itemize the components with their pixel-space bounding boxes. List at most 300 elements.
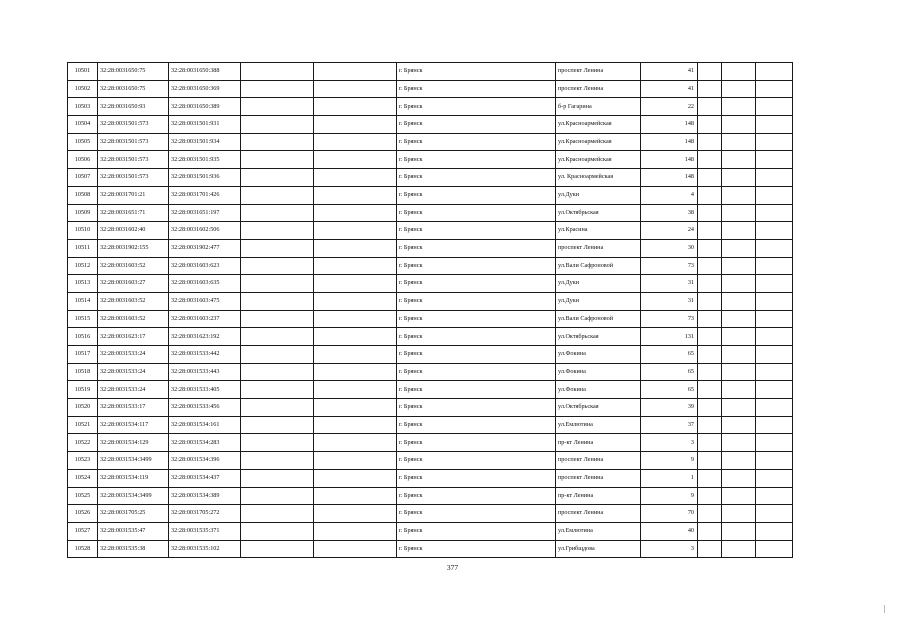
cell-empty (722, 239, 756, 257)
cell-empty (314, 222, 397, 240)
cell-number: 10509 (68, 204, 98, 222)
cell-empty (314, 434, 397, 452)
cell-empty (314, 505, 397, 523)
cell-empty (314, 257, 397, 275)
cell-cadastral-object: 32:28:0031501:931 (169, 116, 241, 134)
page-number: 377 (446, 563, 459, 572)
cell-cadastral-object: 32:28:0031501:934 (169, 133, 241, 151)
cell-cadastral-parent: 32:28:0031533:17 (98, 399, 169, 417)
cell-empty (698, 151, 722, 169)
cell-cadastral-object: 32:28:0031534:437 (169, 469, 241, 487)
cell-number: 10507 (68, 169, 98, 187)
cell-cadastral-object: 32:28:0031534:396 (169, 452, 241, 470)
cell-empty (241, 151, 314, 169)
cell-house: 9 (641, 487, 698, 505)
cell-cadastral-parent: 32:28:0031534:119 (98, 469, 169, 487)
cell-empty (241, 116, 314, 134)
cell-number: 10511 (68, 239, 98, 257)
cell-empty (241, 310, 314, 328)
cell-empty (698, 222, 722, 240)
cell-cadastral-parent: 32:28:0031534:3499 (98, 452, 169, 470)
cell-empty (756, 399, 793, 417)
table-row (68, 540, 793, 558)
cell-empty (756, 204, 793, 222)
cell-empty (756, 505, 793, 523)
cell-house: 148 (641, 116, 698, 134)
cell-empty (722, 204, 756, 222)
cell-empty (241, 80, 314, 98)
cell-empty (756, 169, 793, 187)
cell-cadastral-parent: 32:28:0031603:27 (98, 275, 169, 293)
cell-empty (241, 452, 314, 470)
cell-street: проспект Ленина (556, 505, 641, 523)
cell-street: б-р Гагарина (556, 98, 641, 116)
cell-cadastral-object: 32:28:0031701:426 (169, 186, 241, 204)
cell-city: г. Брянск (397, 540, 556, 558)
cell-empty (698, 257, 722, 275)
cell-empty (756, 540, 793, 558)
cell-house: 65 (641, 381, 698, 399)
cell-empty (722, 169, 756, 187)
cell-empty (314, 540, 397, 558)
cell-house: 3 (641, 434, 698, 452)
cell-empty (756, 452, 793, 470)
cell-number: 10504 (68, 116, 98, 134)
cell-street: ул.Октябрьская (556, 204, 641, 222)
cell-empty (698, 522, 722, 540)
table-row (68, 116, 793, 134)
cell-house: 24 (641, 222, 698, 240)
cell-empty (722, 151, 756, 169)
cell-empty (756, 363, 793, 381)
cell-house: 31 (641, 275, 698, 293)
cell-empty (241, 186, 314, 204)
cell-empty (722, 487, 756, 505)
cell-empty (314, 522, 397, 540)
cell-empty (698, 452, 722, 470)
cell-empty (314, 416, 397, 434)
cell-city: г. Брянск (397, 522, 556, 540)
cell-empty (698, 292, 722, 310)
cell-house: 1 (641, 469, 698, 487)
cell-street: ул.Грибщдова (556, 540, 641, 558)
cell-number: 10528 (68, 540, 98, 558)
cell-cadastral-parent: 32:28:0031534:3499 (98, 487, 169, 505)
cell-city: г. Брянск (397, 399, 556, 417)
table-row (68, 239, 793, 257)
cell-empty (698, 540, 722, 558)
cell-city: г. Брянск (397, 434, 556, 452)
cell-cadastral-object: 32:28:0031501:936 (169, 169, 241, 187)
cell-city: г. Брянск (397, 80, 556, 98)
cell-house: 41 (641, 80, 698, 98)
table-row (68, 151, 793, 169)
cell-number: 10525 (68, 487, 98, 505)
cell-cadastral-parent: 32:28:0031501:573 (98, 151, 169, 169)
cell-empty (241, 63, 314, 81)
table-row (68, 381, 793, 399)
cell-empty (314, 204, 397, 222)
cell-empty (698, 98, 722, 116)
cell-empty (241, 363, 314, 381)
cell-cadastral-parent: 32:28:0031623:17 (98, 328, 169, 346)
cell-empty (698, 133, 722, 151)
cell-empty (698, 416, 722, 434)
cell-empty (698, 505, 722, 523)
cell-street: ул.Фокина (556, 381, 641, 399)
cell-cadastral-parent: 32:28:0031501:573 (98, 116, 169, 134)
cell-number: 10520 (68, 399, 98, 417)
cell-city: г. Брянск (397, 275, 556, 293)
cell-empty (241, 292, 314, 310)
cell-cadastral-parent: 32:28:0031701:21 (98, 186, 169, 204)
cell-empty (241, 469, 314, 487)
cell-empty (314, 469, 397, 487)
cell-empty (756, 346, 793, 364)
cell-empty (698, 63, 722, 81)
cell-cadastral-parent: 32:28:0031534:117 (98, 416, 169, 434)
cell-city: г. Брянск (397, 328, 556, 346)
cell-street: ул.Емлютина (556, 522, 641, 540)
cell-city: г. Брянск (397, 452, 556, 470)
cell-empty (756, 522, 793, 540)
cell-cadastral-parent: 32:28:0031534:129 (98, 434, 169, 452)
table-row (68, 98, 793, 116)
cell-empty (241, 328, 314, 346)
cell-cadastral-parent: 32:28:0031535:38 (98, 540, 169, 558)
cell-house: 148 (641, 133, 698, 151)
cell-house: 39 (641, 399, 698, 417)
cell-empty (756, 275, 793, 293)
cell-cadastral-parent: 32:28:0031533:24 (98, 346, 169, 364)
cell-empty (756, 80, 793, 98)
cell-empty (241, 239, 314, 257)
cell-empty (241, 434, 314, 452)
cell-number: 10523 (68, 452, 98, 470)
cell-empty (722, 363, 756, 381)
cell-cadastral-parent: 32:28:0031603:52 (98, 310, 169, 328)
cell-number: 10518 (68, 363, 98, 381)
table-row (68, 346, 793, 364)
cell-cadastral-parent: 32:28:0031535:47 (98, 522, 169, 540)
table-row (68, 487, 793, 505)
cell-cadastral-parent: 32:28:0031650:93 (98, 98, 169, 116)
cell-empty (241, 222, 314, 240)
cell-empty (241, 346, 314, 364)
cell-empty (756, 416, 793, 434)
cell-empty (698, 80, 722, 98)
cell-number: 10522 (68, 434, 98, 452)
cell-empty (722, 469, 756, 487)
cell-empty (241, 169, 314, 187)
cell-cadastral-object: 32:28:0031603:623 (169, 257, 241, 275)
cell-empty (698, 275, 722, 293)
table-row (68, 328, 793, 346)
cell-empty (756, 381, 793, 399)
cell-house: 4 (641, 186, 698, 204)
cell-empty (698, 328, 722, 346)
cell-empty (314, 239, 397, 257)
cell-city: г. Брянск (397, 98, 556, 116)
cell-empty (722, 381, 756, 399)
cell-cadastral-object: 32:28:0031603:475 (169, 292, 241, 310)
table-row (68, 434, 793, 452)
cell-cadastral-object: 32:28:0031534:283 (169, 434, 241, 452)
cell-street: пр-кт Ленина (556, 434, 641, 452)
cell-empty (698, 363, 722, 381)
cell-empty (756, 328, 793, 346)
cell-cadastral-object: 32:28:0031603:237 (169, 310, 241, 328)
cell-empty (314, 63, 397, 81)
cell-cadastral-parent: 32:28:0031603:52 (98, 292, 169, 310)
cell-cadastral-object: 32:28:0031535:371 (169, 522, 241, 540)
cell-empty (314, 116, 397, 134)
cell-number: 10515 (68, 310, 98, 328)
cell-cadastral-object: 32:28:0031650:389 (169, 98, 241, 116)
cell-empty (314, 133, 397, 151)
cell-house: 70 (641, 505, 698, 523)
cell-city: г. Брянск (397, 186, 556, 204)
cell-city: г. Брянск (397, 257, 556, 275)
cell-empty (698, 469, 722, 487)
cell-empty (756, 292, 793, 310)
cell-city: г. Брянск (397, 310, 556, 328)
cell-empty (756, 469, 793, 487)
cell-empty (722, 80, 756, 98)
cell-empty (722, 310, 756, 328)
cell-cadastral-object: 32:28:0031623:192 (169, 328, 241, 346)
cell-city: г. Брянск (397, 346, 556, 364)
cell-city: г. Брянск (397, 292, 556, 310)
cell-empty (314, 381, 397, 399)
cell-empty (314, 169, 397, 187)
cell-empty (756, 310, 793, 328)
cell-cadastral-object: 32:28:0031533:456 (169, 399, 241, 417)
cell-cadastral-object: 32:28:0031902:477 (169, 239, 241, 257)
cell-street: ул.Вали Сафроновой (556, 257, 641, 275)
cell-street: проспект Ленина (556, 239, 641, 257)
cell-empty (241, 98, 314, 116)
cell-cadastral-object: 32:28:0031535:102 (169, 540, 241, 558)
cell-street: проспект Ленина (556, 63, 641, 81)
cell-street: пр-кт Ленина (556, 487, 641, 505)
cell-empty (241, 505, 314, 523)
cell-empty (314, 346, 397, 364)
cell-empty (241, 487, 314, 505)
table-row (68, 133, 793, 151)
cell-cadastral-parent: 32:28:0031603:52 (98, 257, 169, 275)
cell-city: г. Брянск (397, 204, 556, 222)
cell-number: 10524 (68, 469, 98, 487)
cell-number: 10521 (68, 416, 98, 434)
table-row (68, 63, 793, 81)
cell-empty (722, 222, 756, 240)
cell-city: г. Брянск (397, 487, 556, 505)
cell-empty (698, 204, 722, 222)
cell-street: ул.Красина (556, 222, 641, 240)
table-row (68, 204, 793, 222)
table-row (68, 80, 793, 98)
cell-street: ул.Емлютина (556, 416, 641, 434)
cell-cadastral-parent: 32:28:0031533:24 (98, 363, 169, 381)
cell-cadastral-parent: 32:28:0031705:25 (98, 505, 169, 523)
cell-city: г. Брянск (397, 169, 556, 187)
cell-cadastral-parent: 32:28:0031602:40 (98, 222, 169, 240)
cell-cadastral-object: 32:28:0031533:442 (169, 346, 241, 364)
cell-empty (722, 540, 756, 558)
cell-house: 31 (641, 292, 698, 310)
cell-cadastral-parent: 32:28:0031650:75 (98, 80, 169, 98)
cell-empty (698, 381, 722, 399)
cell-cadastral-parent: 32:28:0031501:573 (98, 133, 169, 151)
cell-cadastral-object: 32:28:0031534:161 (169, 416, 241, 434)
table-row (68, 292, 793, 310)
cell-empty (698, 169, 722, 187)
cell-cadastral-object: 32:28:0031501:935 (169, 151, 241, 169)
cell-cadastral-object: 32:28:0031603:635 (169, 275, 241, 293)
cell-empty (722, 257, 756, 275)
cell-number: 10502 (68, 80, 98, 98)
cell-empty (756, 222, 793, 240)
cell-empty (241, 204, 314, 222)
registry-table (67, 62, 793, 558)
table-row (68, 452, 793, 470)
cell-street: ул.Красноармейская (556, 151, 641, 169)
cell-empty (722, 63, 756, 81)
cell-street: ул.Фокина (556, 346, 641, 364)
cell-cadastral-object: 32:28:0031533:443 (169, 363, 241, 381)
cell-number: 10501 (68, 63, 98, 81)
cell-house: 22 (641, 98, 698, 116)
cell-city: г. Брянск (397, 381, 556, 399)
cell-empty (722, 346, 756, 364)
cell-empty (314, 98, 397, 116)
cell-empty (314, 399, 397, 417)
cell-empty (314, 363, 397, 381)
table-row (68, 275, 793, 293)
cell-empty (698, 487, 722, 505)
cell-street: ул.Октябрьская (556, 399, 641, 417)
table-row (68, 363, 793, 381)
cell-city: г. Брянск (397, 469, 556, 487)
cell-empty (698, 399, 722, 417)
cell-city: г. Брянск (397, 239, 556, 257)
cell-city: г. Брянск (397, 133, 556, 151)
cell-cadastral-object: 32:28:0031650:388 (169, 63, 241, 81)
cell-empty (241, 275, 314, 293)
cell-house: 73 (641, 310, 698, 328)
cell-empty (314, 151, 397, 169)
cell-number: 10510 (68, 222, 98, 240)
cell-street: ул. Красноармейская (556, 169, 641, 187)
cell-empty (314, 310, 397, 328)
cell-house: 3 (641, 540, 698, 558)
cell-empty (722, 275, 756, 293)
cell-house: 148 (641, 169, 698, 187)
cell-empty (722, 186, 756, 204)
cell-empty (698, 116, 722, 134)
table-body (68, 63, 793, 558)
cell-street: проспект Ленина (556, 452, 641, 470)
table-row (68, 416, 793, 434)
cell-empty (241, 257, 314, 275)
cell-empty (698, 346, 722, 364)
cell-street: ул.Фокина (556, 363, 641, 381)
cell-empty (722, 505, 756, 523)
cell-empty (722, 434, 756, 452)
table-row (68, 310, 793, 328)
cell-empty (722, 416, 756, 434)
cell-cadastral-object: 32:28:0031651:197 (169, 204, 241, 222)
table-row (68, 186, 793, 204)
cell-empty (722, 133, 756, 151)
table-row (68, 169, 793, 187)
cell-city: г. Брянск (397, 416, 556, 434)
cell-empty (722, 116, 756, 134)
cell-number: 10516 (68, 328, 98, 346)
cell-empty (722, 328, 756, 346)
cell-empty (722, 399, 756, 417)
cell-empty (314, 275, 397, 293)
cell-house: 30 (641, 239, 698, 257)
cell-street: ул.Дуки (556, 292, 641, 310)
cell-number: 10512 (68, 257, 98, 275)
cell-number: 10527 (68, 522, 98, 540)
cell-empty (756, 63, 793, 81)
cell-empty (756, 98, 793, 116)
table-row (68, 469, 793, 487)
cell-cadastral-object: 32:28:0031705:272 (169, 505, 241, 523)
cell-street: проспект Ленина (556, 80, 641, 98)
cell-cadastral-object: 32:28:0031533:405 (169, 381, 241, 399)
cell-empty (722, 292, 756, 310)
cell-number: 10505 (68, 133, 98, 151)
cell-empty (314, 487, 397, 505)
cell-number: 10514 (68, 292, 98, 310)
cell-empty (241, 416, 314, 434)
cell-number: 10503 (68, 98, 98, 116)
cell-empty (314, 292, 397, 310)
cell-cadastral-parent: 32:28:0031650:75 (98, 63, 169, 81)
cell-number: 10517 (68, 346, 98, 364)
cell-house: 65 (641, 346, 698, 364)
cell-empty (698, 186, 722, 204)
table-row (68, 399, 793, 417)
cell-empty (722, 452, 756, 470)
cell-street: ул.Вали Сафроновой (556, 310, 641, 328)
cell-number: 10506 (68, 151, 98, 169)
cell-empty (756, 151, 793, 169)
scan-mark (884, 605, 885, 613)
cell-empty (756, 186, 793, 204)
cell-empty (698, 239, 722, 257)
cell-cadastral-parent: 32:28:0031902:155 (98, 239, 169, 257)
cell-empty (241, 522, 314, 540)
cell-empty (756, 116, 793, 134)
cell-house: 148 (641, 151, 698, 169)
cell-empty (314, 328, 397, 346)
cell-empty (698, 310, 722, 328)
cell-cadastral-object: 32:28:0031534:389 (169, 487, 241, 505)
cell-cadastral-object: 32:28:0031650:369 (169, 80, 241, 98)
cell-empty (756, 239, 793, 257)
cell-house: 38 (641, 204, 698, 222)
cell-empty (241, 381, 314, 399)
cell-empty (314, 186, 397, 204)
cell-number: 10526 (68, 505, 98, 523)
cell-house: 9 (641, 452, 698, 470)
cell-empty (314, 80, 397, 98)
